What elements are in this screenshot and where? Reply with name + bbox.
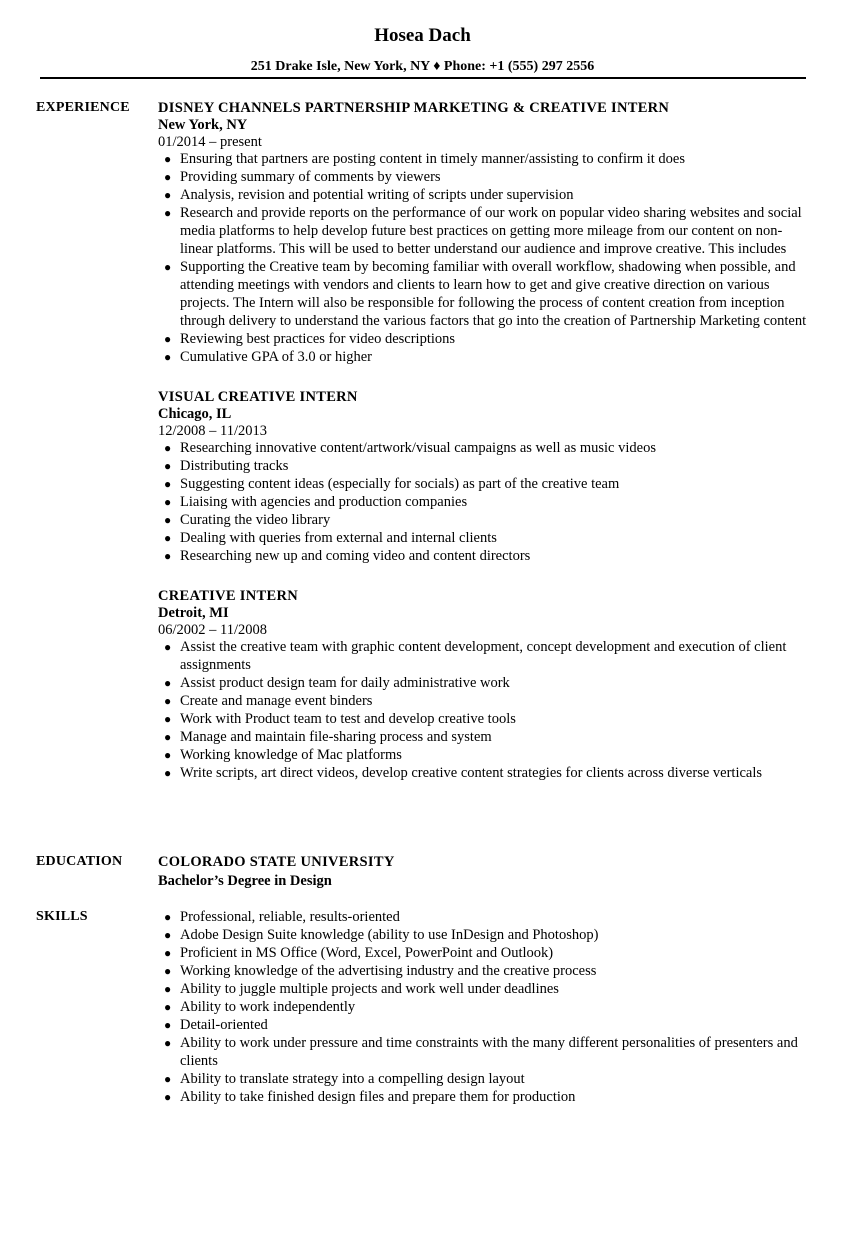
list-item-text: Proficient in MS Office (Word, Excel, PowerPoint and Outlook) [180,945,554,961]
bullet-icon: ● [164,477,172,491]
list-item [158,728,810,746]
degree-name: Bachelor’s Degree in Design [158,873,332,889]
list-item [158,1070,810,1088]
section-label-experience: EXPERIENCE [36,100,130,115]
list-item [158,439,810,457]
job-entry [158,99,810,366]
list-item [158,1034,810,1070]
bullet-icon: ● [164,694,172,708]
list-item-text: Work with Product team to test and develop creative tools [180,711,516,727]
bullet-icon: ● [164,982,172,996]
list-item [158,692,810,710]
list-item-text: Ability to translate strategy into a compelling design layout [180,1071,525,1087]
bullet-icon: ● [164,676,172,690]
job-title: DISNEY CHANNELS PARTNERSHIP MARKETING & CREATIVE INTERN [158,100,670,116]
job-entry [158,388,810,565]
education-body [158,853,810,891]
list-item-text: Liaising with agencies and production companies [180,494,468,510]
bullet-icon: ● [164,549,172,563]
bullet-icon: ● [164,1036,172,1050]
list-item [158,638,810,674]
list-item [158,1016,810,1034]
list-item-text: Curating the video library [180,512,331,528]
bullet-icon: ● [164,513,172,527]
bullet-icon: ● [164,531,172,545]
list-item [158,962,810,980]
bullet-icon: ● [164,441,172,455]
list-item-text: Ability to work under pressure and time constraints with the many different personalities of presenters and clients [180,1035,798,1069]
bullet-icon: ● [164,766,172,780]
list-item [158,710,810,728]
job-dates: 06/2002 – 11/2008 [158,622,268,638]
list-item-text: Assist product design team for daily administrative work [180,675,510,691]
list-item-text: Manage and maintain file-sharing process and system [180,729,492,745]
list-item [158,547,810,565]
list-item-text: Reviewing best practices for video descriptions [180,331,456,347]
list-item-text: Cumulative GPA of 3.0 or higher [180,349,372,365]
candidate-name: Hosea Dach [374,25,471,46]
section-label-education: EDUCATION [36,854,123,869]
bullet-icon: ● [164,206,172,220]
skills-list [158,908,810,1106]
bullet-icon: ● [164,459,172,473]
experience-body [158,99,810,804]
bullet-icon: ● [164,152,172,166]
list-item-text: Write scripts, art direct videos, develop creative content strategies for clients across diverse verticals [180,765,763,781]
list-item [158,529,810,547]
list-item [158,980,810,998]
list-item [158,204,810,258]
bullet-icon: ● [164,170,172,184]
list-item-text: Providing summary of comments by viewers [180,169,441,185]
list-item [158,511,810,529]
list-item [158,674,810,692]
bullet-icon: ● [164,748,172,762]
list-item-text: Suggesting content ideas (especially for socials) as part of the creative team [180,476,620,492]
list-item [158,998,810,1016]
list-item-text: Working knowledge of Mac platforms [180,747,402,763]
list-item-text: Professional, reliable, results-oriented [180,909,400,925]
bullet-icon: ● [164,928,172,942]
list-item [158,926,810,944]
job-title: VISUAL CREATIVE INTERN [158,389,358,405]
bullet-icon: ● [164,260,172,274]
list-item-text: Researching innovative content/artwork/visual campaigns as well as music videos [180,440,656,456]
list-item-text: Assist the creative team with graphic content development, concept development and execution of client assignments [180,639,787,673]
bullet-icon: ● [164,946,172,960]
bullet-icon: ● [164,964,172,978]
job-location: New York, NY [158,117,248,133]
bullet-icon: ● [164,712,172,726]
bullet-icon: ● [164,1090,172,1104]
list-item-text: Ability to juggle multiple projects and work well under deadlines [180,981,559,997]
bullet-icon: ● [164,188,172,202]
list-item [158,944,810,962]
list-item [158,1088,810,1106]
job-bullet-list [158,150,810,366]
list-item [158,457,810,475]
school-name: COLORADO STATE UNIVERSITY [158,854,395,870]
list-item-text: Researching new up and coming video and content directors [180,548,531,564]
list-item [158,348,810,366]
list-item [158,746,810,764]
list-item [158,186,810,204]
skills-body [158,908,810,1106]
list-item [158,493,810,511]
list-item-text: Analysis, revision and potential writing of scripts under supervision [180,187,574,203]
list-item-text: Supporting the Creative team by becoming familiar with overall workflow, shadowing when possible, and attending meetings with vendors and clients to learn how to get and give creative direction on various projects. The Intern will also be responsible for following the process of content creation from inception through delivery to understand the various factors that go into the creation of Partnership Marketing content [180,259,807,329]
section-label-skills: SKILLS [36,909,88,924]
list-item [158,475,810,493]
list-item-text: Dealing with queries from external and internal clients [180,530,497,546]
header-divider [40,77,806,79]
list-item-text: Working knowledge of the advertising industry and the creative process [180,963,597,979]
list-item-text: Research and provide reports on the performance of our work on popular video sharing websites and social media platforms to help develop future best practices on getting more mileage from our content on non-linear platforms. This will be used to better understand our audience and improve creative. This includes [180,205,802,257]
bullet-icon: ● [164,332,172,346]
list-item [158,168,810,186]
bullet-icon: ● [164,640,172,654]
job-dates: 12/2008 – 11/2013 [158,423,268,439]
contact-line: 251 Drake Isle, New York, NY ♦ Phone: +1 (555) 297 2556 [250,59,595,74]
job-location: Detroit, MI [158,605,229,621]
list-item [158,764,810,782]
list-item-text: Ability to work independently [180,999,356,1015]
bullet-icon: ● [164,1018,172,1032]
list-item-text: Adobe Design Suite knowledge (ability to use InDesign and Photoshop) [180,927,599,943]
list-item-text: Detail-oriented [180,1017,268,1033]
bullet-icon: ● [164,1072,172,1086]
resume-header [0,24,845,76]
list-item-text: Create and manage event binders [180,693,373,709]
bullet-icon: ● [164,910,172,924]
job-location: Chicago, IL [158,406,232,422]
bullet-icon: ● [164,495,172,509]
list-item-text: Distributing tracks [180,458,289,474]
list-item [158,908,810,926]
list-item [158,150,810,168]
job-dates: 01/2014 – present [158,134,262,150]
list-item [158,330,810,348]
list-item-text: Ensuring that partners are posting content in timely manner/assisting to confirm it does [180,151,685,167]
job-title: CREATIVE INTERN [158,588,298,604]
bullet-icon: ● [164,730,172,744]
job-entry [158,587,810,782]
job-bullet-list [158,439,810,565]
bullet-icon: ● [164,350,172,364]
list-item [158,258,810,330]
job-bullet-list [158,638,810,782]
list-item-text: Ability to take finished design files and prepare them for production [180,1089,576,1105]
bullet-icon: ● [164,1000,172,1014]
